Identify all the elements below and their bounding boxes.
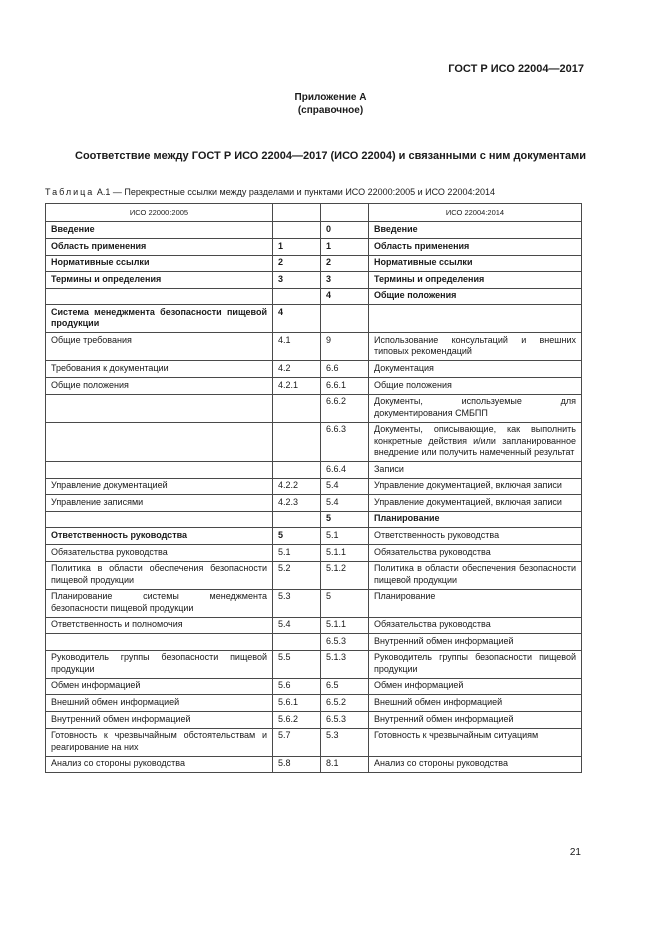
- cell-iso22000-section: Область применения: [46, 239, 273, 256]
- cell-iso22004-section: Планирование: [369, 589, 582, 617]
- cell-iso22000-clause: 5.3: [273, 589, 321, 617]
- cell-iso22004-section: Управление документацией, включая записи: [369, 478, 582, 495]
- cell-iso22004-section: Использование консультаций и внешних типовых рекомендаций: [369, 333, 582, 361]
- cell-iso22004-clause: 6.6.2: [321, 394, 369, 422]
- cell-iso22000-clause: 5.6.1: [273, 695, 321, 712]
- cell-iso22004-section: Документы, описывающие, как выполнить конкретные действия и/или запланированное внедрение или получить намеченный результат: [369, 422, 582, 461]
- cell-iso22000-clause: 5.8: [273, 756, 321, 773]
- cell-iso22000-clause: 5: [273, 528, 321, 545]
- cell-iso22004-section: Внешний обмен информацией: [369, 695, 582, 712]
- cell-iso22004-section: Обмен информацией: [369, 678, 582, 695]
- cell-iso22004-clause: 9: [321, 333, 369, 361]
- cell-iso22000-section: Управление документацией: [46, 478, 273, 495]
- cell-iso22000-clause: 5.5: [273, 650, 321, 678]
- cell-iso22004-clause: 2: [321, 255, 369, 272]
- header-iso22004: ИСО 22004:2014: [369, 204, 582, 222]
- cell-iso22004-clause: 6.6.4: [321, 461, 369, 478]
- cell-iso22000-clause: [273, 288, 321, 305]
- table-row: [46, 333, 582, 361]
- cell-iso22004-clause: 6.6.3: [321, 422, 369, 461]
- table-header-row: [46, 204, 582, 222]
- cell-iso22000-section: Система менеджмента безопасности пищевой продукции: [46, 305, 273, 333]
- document-code: ГОСТ Р ИСО 22004—2017: [448, 63, 584, 75]
- cell-iso22000-clause: 4.1: [273, 333, 321, 361]
- table-row: [46, 394, 582, 422]
- cell-iso22004-clause: 4: [321, 288, 369, 305]
- cell-iso22000-section: Требования к документации: [46, 361, 273, 378]
- cell-iso22000-section: Введение: [46, 222, 273, 239]
- table-row: [46, 288, 582, 305]
- table-row: [46, 650, 582, 678]
- cell-iso22000-clause: [273, 634, 321, 651]
- cell-iso22004-section: Общие положения: [369, 377, 582, 394]
- cell-iso22004-clause: 5.1: [321, 528, 369, 545]
- cell-iso22004-section: Область применения: [369, 239, 582, 256]
- cell-iso22004-clause: 5.4: [321, 495, 369, 512]
- table-row: [46, 461, 582, 478]
- table-row: [46, 711, 582, 728]
- cell-iso22004-clause: 0: [321, 222, 369, 239]
- cell-iso22000-section: [46, 288, 273, 305]
- cell-iso22000-clause: 3: [273, 272, 321, 289]
- table-row: [46, 305, 582, 333]
- cell-iso22004-clause: 5.1.1: [321, 544, 369, 561]
- cell-iso22000-section: Ответственность и полномочия: [46, 617, 273, 634]
- cell-iso22004-section: Анализ со стороны руководства: [369, 756, 582, 773]
- cell-iso22000-clause: 5.6.2: [273, 711, 321, 728]
- cell-iso22004-clause: 5.3: [321, 728, 369, 756]
- table-row: [46, 728, 582, 756]
- table-caption: [45, 187, 495, 197]
- cell-iso22000-section: Общие положения: [46, 377, 273, 394]
- table-row: [46, 617, 582, 634]
- cell-iso22000-clause: [273, 511, 321, 528]
- cell-iso22000-section: Планирование системы менеджмента безопасности пищевой продукции: [46, 589, 273, 617]
- cell-iso22004-section: Ответственность руководства: [369, 528, 582, 545]
- cell-iso22004-clause: 5: [321, 511, 369, 528]
- table-row: [46, 544, 582, 561]
- cell-iso22000-clause: [273, 222, 321, 239]
- table-row: [46, 377, 582, 394]
- table-row: [46, 678, 582, 695]
- cell-iso22004-section: Управление документацией, включая записи: [369, 495, 582, 512]
- page-number: 21: [569, 847, 581, 858]
- cell-iso22000-section: Политика в области обеспечения безопасности пищевой продукции: [46, 561, 273, 589]
- cell-iso22000-clause: 5.1: [273, 544, 321, 561]
- table-row: [46, 272, 582, 289]
- cell-iso22004-section: Внутренний обмен информацией: [369, 711, 582, 728]
- cell-iso22004-clause: 5: [321, 589, 369, 617]
- cell-iso22004-clause: 5.4: [321, 478, 369, 495]
- cell-iso22000-clause: [273, 461, 321, 478]
- cell-iso22000-section: [46, 394, 273, 422]
- cell-iso22000-section: Готовность к чрезвычайным обстоятельствам и реагирование на них: [46, 728, 273, 756]
- cell-iso22004-section: [369, 305, 582, 333]
- cell-iso22000-section: Управление записями: [46, 495, 273, 512]
- cell-iso22004-section: Обязательства руководства: [369, 617, 582, 634]
- table-row: [46, 634, 582, 651]
- cell-iso22004-section: Документы, используемые для документирования СМБПП: [369, 394, 582, 422]
- cell-iso22000-section: Общие требования: [46, 333, 273, 361]
- cell-iso22000-clause: 5.6: [273, 678, 321, 695]
- table-row: [46, 239, 582, 256]
- cell-iso22004-section: Внутренний обмен информацией: [369, 634, 582, 651]
- appendix-title: Приложение А: [294, 92, 367, 103]
- table-row: [46, 756, 582, 773]
- cell-iso22004-section: Обязательства руководства: [369, 544, 582, 561]
- header-iso22000-clause: [273, 204, 321, 222]
- table-body: [46, 204, 582, 773]
- cell-iso22004-section: Нормативные ссылки: [369, 255, 582, 272]
- cell-iso22004-section: Записи: [369, 461, 582, 478]
- table-caption-number: А.1: [96, 187, 111, 197]
- appendix-type: (справочное): [297, 105, 364, 116]
- cell-iso22000-clause: 5.4: [273, 617, 321, 634]
- cell-iso22000-section: Анализ со стороны руководства: [46, 756, 273, 773]
- table-caption-text: — Перекрестные ссылки между разделами и пунктами ИСО 22000:2005 и ИСО 22004:2014: [112, 187, 495, 197]
- cell-iso22004-section: Готовность к чрезвычайным ситуациям: [369, 728, 582, 756]
- cell-iso22000-section: [46, 511, 273, 528]
- cell-iso22004-section: Руководитель группы безопасности пищевой продукции: [369, 650, 582, 678]
- cell-iso22004-clause: 6.5.2: [321, 695, 369, 712]
- cell-iso22000-section: Обмен информацией: [46, 678, 273, 695]
- cell-iso22000-clause: [273, 394, 321, 422]
- table-row: [46, 255, 582, 272]
- cell-iso22004-clause: 5.1.2: [321, 561, 369, 589]
- cell-iso22000-section: [46, 461, 273, 478]
- table-caption-label: Таблица: [45, 187, 95, 197]
- header-iso22000: ИСО 22000:2005: [46, 204, 273, 222]
- cell-iso22000-clause: 4.2.3: [273, 495, 321, 512]
- cell-iso22000-section: [46, 634, 273, 651]
- cell-iso22004-clause: 6.5.3: [321, 634, 369, 651]
- header-iso22004-clause: [321, 204, 369, 222]
- cell-iso22000-clause: 5.2: [273, 561, 321, 589]
- cell-iso22000-section: Термины и определения: [46, 272, 273, 289]
- cell-iso22000-clause: 4.2: [273, 361, 321, 378]
- cell-iso22004-section: Политика в области обеспечения безопасности пищевой продукции: [369, 561, 582, 589]
- cell-iso22000-clause: [273, 422, 321, 461]
- cell-iso22000-section: Внутренний обмен информацией: [46, 711, 273, 728]
- table-row: [46, 361, 582, 378]
- cell-iso22004-section: Введение: [369, 222, 582, 239]
- page-title: Соответствие между ГОСТ Р ИСО 22004—2017 (ИСО 22004) и связанными с ним документами: [75, 150, 586, 162]
- appendix-heading: [0, 91, 661, 117]
- cell-iso22000-clause: 4.2.2: [273, 478, 321, 495]
- cell-iso22000-clause: 4: [273, 305, 321, 333]
- cell-iso22000-clause: 1: [273, 239, 321, 256]
- cell-iso22004-section: Документация: [369, 361, 582, 378]
- cell-iso22004-clause: 8.1: [321, 756, 369, 773]
- cell-iso22000-clause: 2: [273, 255, 321, 272]
- cell-iso22004-clause: 6.5: [321, 678, 369, 695]
- table-row: [46, 695, 582, 712]
- table-row: [46, 528, 582, 545]
- cell-iso22000-section: Ответственность руководства: [46, 528, 273, 545]
- cell-iso22004-section: Термины и определения: [369, 272, 582, 289]
- cell-iso22000-clause: 5.7: [273, 728, 321, 756]
- table-row: [46, 422, 582, 461]
- cell-iso22000-section: Внешний обмен информацией: [46, 695, 273, 712]
- cell-iso22004-section: Планирование: [369, 511, 582, 528]
- cell-iso22004-clause: 5.1.3: [321, 650, 369, 678]
- cell-iso22000-section: Нормативные ссылки: [46, 255, 273, 272]
- cell-iso22000-section: Обязательства руководства: [46, 544, 273, 561]
- cell-iso22004-clause: 6.6.1: [321, 377, 369, 394]
- table-row: [46, 589, 582, 617]
- table-row: [46, 495, 582, 512]
- cell-iso22004-clause: 3: [321, 272, 369, 289]
- cell-iso22004-clause: 5.1.1: [321, 617, 369, 634]
- cell-iso22000-section: [46, 422, 273, 461]
- cell-iso22004-clause: [321, 305, 369, 333]
- cross-reference-table: [45, 203, 582, 773]
- cell-iso22000-section: Руководитель группы безопасности пищевой продукции: [46, 650, 273, 678]
- cell-iso22004-clause: 6.5.3: [321, 711, 369, 728]
- table-row: [46, 561, 582, 589]
- cell-iso22000-clause: 4.2.1: [273, 377, 321, 394]
- cell-iso22004-clause: 1: [321, 239, 369, 256]
- table-row: [46, 478, 582, 495]
- cell-iso22004-section: Общие положения: [369, 288, 582, 305]
- cell-iso22004-clause: 6.6: [321, 361, 369, 378]
- table-row: [46, 222, 582, 239]
- table-row: [46, 511, 582, 528]
